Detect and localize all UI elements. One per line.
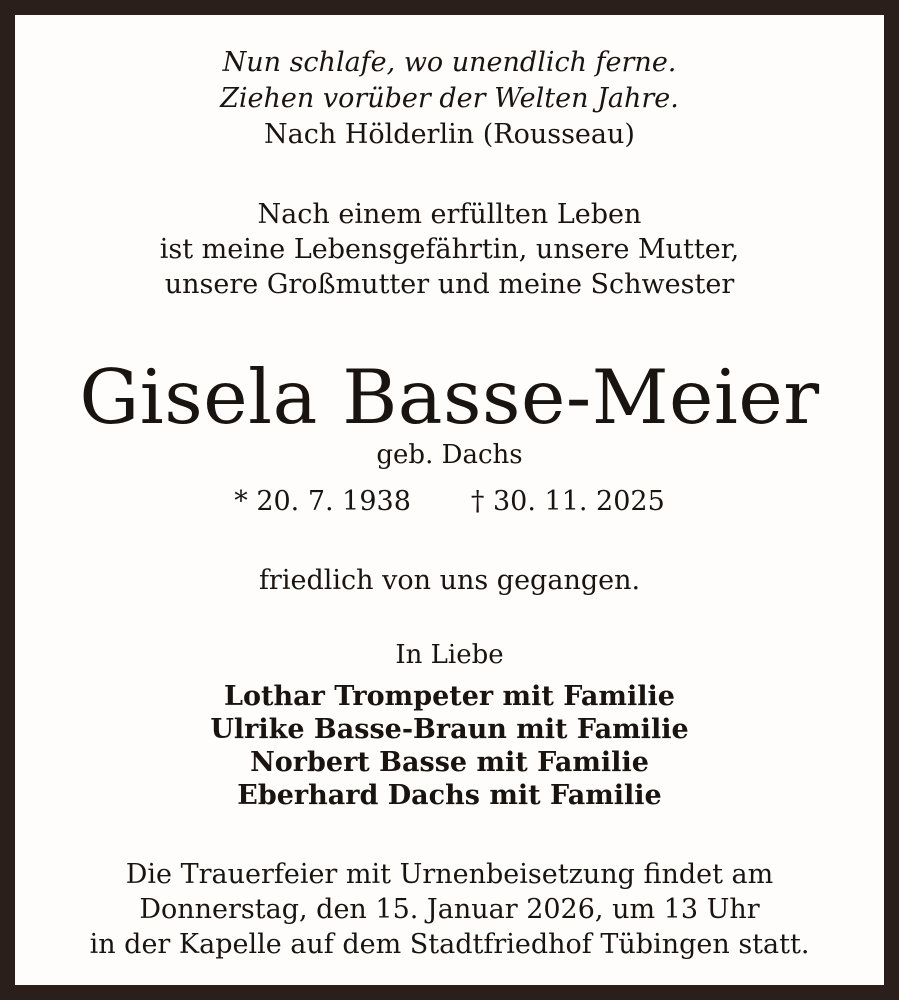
deceased-name: Gisela Basse-Meier [79,353,820,441]
mourner-item: Norbert Basse mit Familie [250,747,649,778]
quote-block [15,45,884,153]
quote-line-1: Nun schlafe, wo unendlich ferne. [222,47,677,78]
signoff: In Liebe [395,640,504,670]
service-line-1: Die Trauerfeier mit Urnenbeisetzung findet am [125,859,774,890]
mourner-item: Ulrike Basse-Braun mit Familie [210,714,689,745]
death-date: † 30. 11. 2025 [470,486,665,517]
quote-line-2: Ziehen vorüber der Welten Jahre. [220,83,679,114]
service-info [15,857,884,962]
mourners-list [15,680,884,812]
service-line-3: in der Kapelle auf dem Stadtfriedhof Tübingen statt. [89,929,810,960]
intro-block [15,197,884,302]
passed-text: friedlich von uns gegangen. [258,565,641,596]
quote-attribution: Nach Hölderlin (Rousseau) [264,119,635,150]
life-dates [15,482,884,522]
intro-line-3: unsere Großmutter und meine Schwester [164,269,735,300]
maiden-name: geb. Dachs [376,440,523,470]
intro-line-2: ist meine Lebensgefährtin, unsere Mutter, [159,234,740,265]
birth-date: * 20. 7. 1938 [234,486,411,517]
intro-line-1: Nach einem erfüllten Leben [257,199,642,230]
mourner-item: Lothar Trompeter mit Familie [224,681,675,712]
service-line-2: Donnerstag, den 15. Januar 2026, um 13 Uhr [139,894,760,925]
mourner-item: Eberhard Dachs mit Familie [237,780,662,811]
